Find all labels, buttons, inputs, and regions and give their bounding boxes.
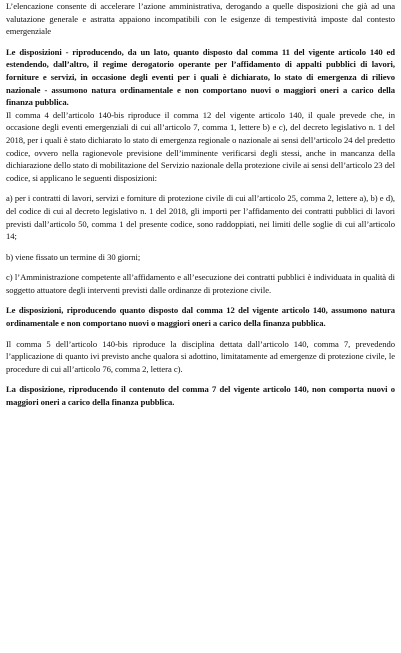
- paragraph-comma-5: Il comma 5 dell’articolo 140-bis riproduce la disciplina dettata dall’articolo 140, comma 7, prevedendo l’applicazione di quanto ivi previsto anche qualora si adottino, limitatamente ad emergenze di protezione civile, le procedure di cui all’articolo 76, comma 2, lettera c).: [6, 338, 395, 374]
- list-item-a: a) per i contratti di lavori, servizi e forniture di protezione civile di cui all’articolo 25, comma 2, lettere a), b) e d), del codice di cui al decreto legislativo n. 1 del 2018, gli importi per l’affidamento dei contratti pubblici di lavori previsti dall’articolo 50, comma 1 del presente codice, sono raddoppiati, nei limiti delle soglie di cui all’articolo 14;: [6, 193, 395, 242]
- list-item-b: b) viene fissato un termine di 30 giorni;: [6, 251, 141, 262]
- paragraph-disposizioni-comma-12-bold: Le disposizioni, riproducendo quanto disposto dal comma 12 del vigente articolo 140, assumono natura ordinamentale e non comportano nuovi o maggiori oneri a carico della finanza pubblica.: [6, 305, 395, 329]
- list-item-c: c) l’Amministrazione competente all’affidamento e all’esecuzione dei contratti pubblici è individuata in qualità di soggetto attuatore degli interventi previsti dalle ordinanze di protezione civile.: [6, 272, 395, 295]
- paragraph-disposizioni-bold: Le disposizioni - riproducendo, da un lato, quanto disposto dal comma 11 del vigente articolo 140 ed estendendo, dall’altro, il regime derogatorio operante per l’affidamento di appalti pubblici di lavori, forniture e servizi, in occasione degli eventi per i quali è dichiarato, lo stato di emergenza di rilievo nazionale - assumono natura ordinamentale e non comportano nuovi o maggiori oneri a carico della finanza pubblica.: [6, 46, 395, 108]
- paragraph-comma-4: Il comma 4 dell’articolo 140-bis riproduce il comma 12 del vigente articolo 140, il quale prevede che, in occasione degli eventi emergenziali di cui all’articolo 7, comma 1, lettere b) e c), del decreto legislativo n. 1 del 2018, per i quali è stato dichiarato lo stato di emergenza regionale o nazionale ai sensi dell’articolo 24 del predetto codice, ovvero nella ragionevole previsione dell’imminente verificarsi degli stessi, anche in mancanza della dichiarazione dello stato di mobilitazione del Servizio nazionale della protezione civile ai sensi dell’articolo 23 del codice, si applicano le seguenti disposizioni:: [6, 109, 395, 183]
- paragraph-intro: L’elencazione consente di accelerare l’azione amministrativa, derogando a quelle disposizioni che già ad una valutazione generale e astratta appaiono incompatibili con le esigenze di tempestività imposte dal contesto emergenziale: [6, 1, 395, 37]
- paragraph-disposizione-comma-7-bold: La disposizione, riproducendo il contenuto del comma 7 del vigente articolo 140, non comporta nuovi o maggiori oneri a carico della finanza pubblica.: [6, 384, 395, 408]
